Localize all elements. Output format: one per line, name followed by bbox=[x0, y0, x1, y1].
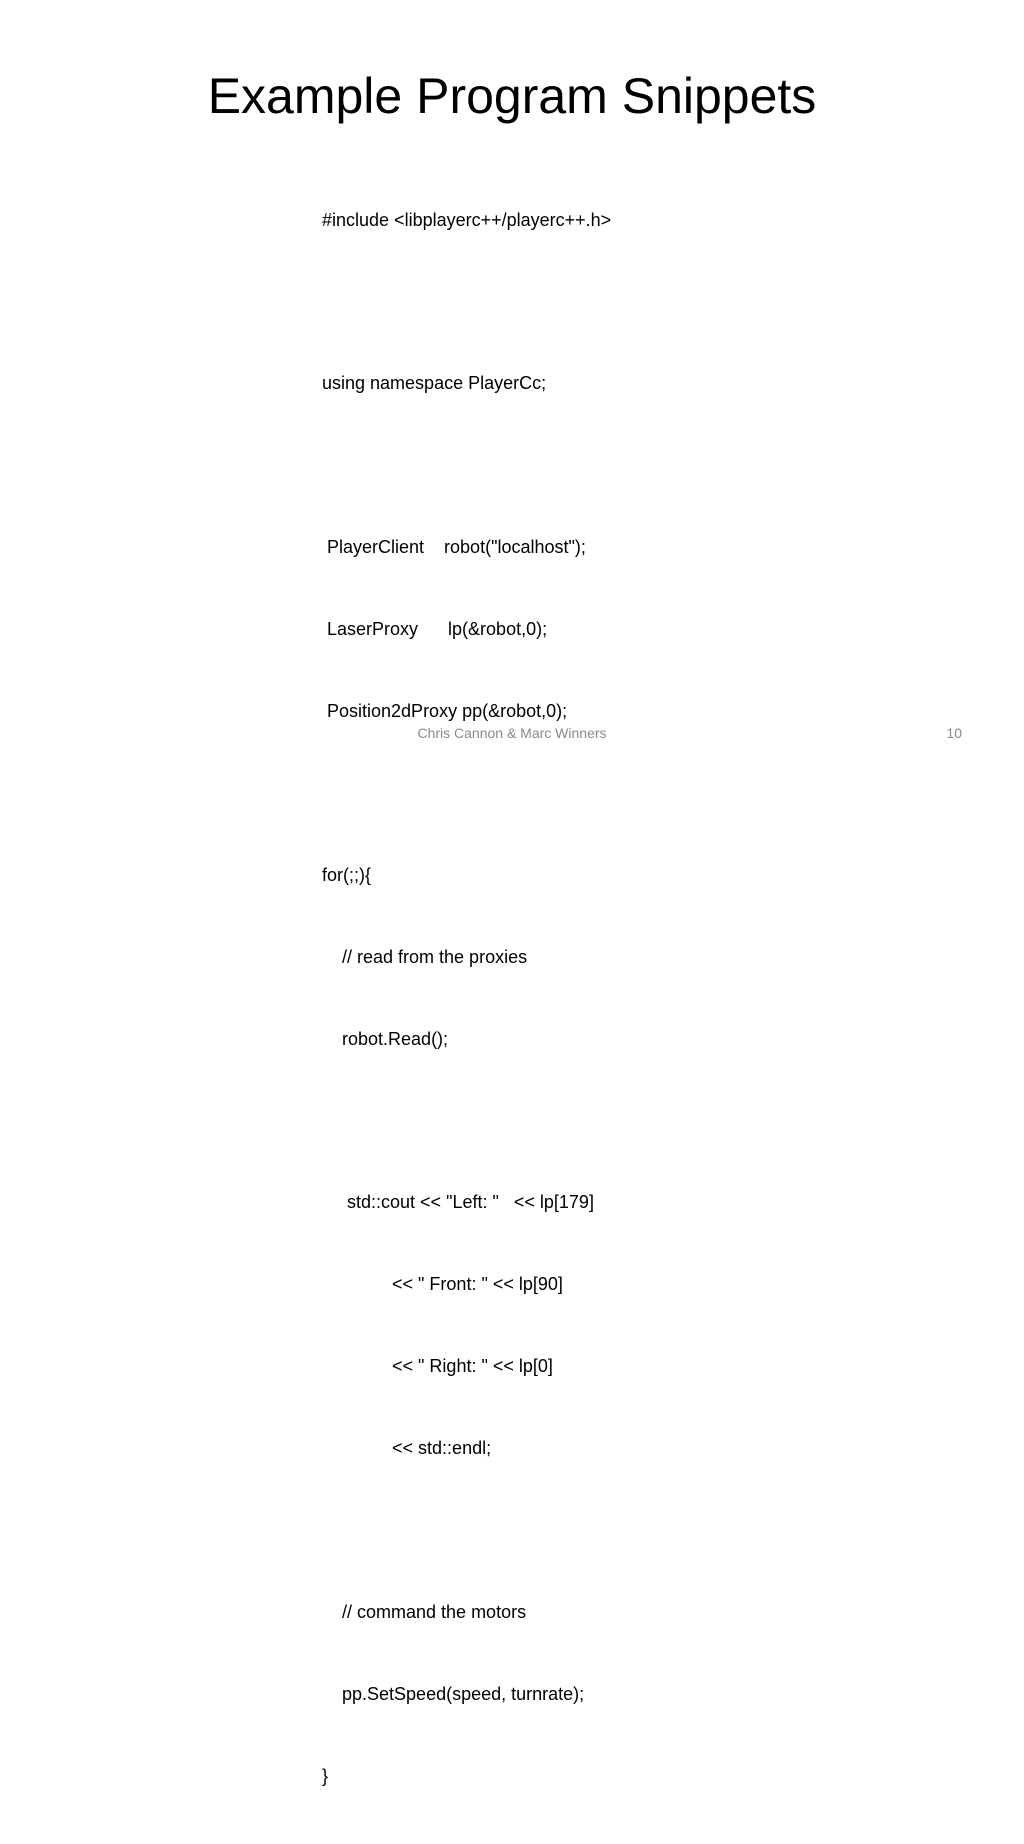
code-line: << std::endl; bbox=[322, 1437, 492, 1458]
code-line bbox=[322, 452, 922, 479]
code-line bbox=[322, 288, 922, 315]
code-line bbox=[322, 1107, 922, 1134]
code-line: for(;;){ bbox=[322, 864, 372, 885]
code-snippet bbox=[322, 152, 922, 1844]
code-line: PlayerClient robot("localhost"); bbox=[322, 537, 586, 558]
code-line: << " Right: " << lp[0] bbox=[322, 1356, 553, 1377]
code-line: std::cout << "Left: " << lp[179] bbox=[322, 1192, 594, 1213]
code-line: Position2dProxy pp(&robot,0); bbox=[322, 700, 568, 721]
code-line: #include <libplayerc++/playerc++.h> bbox=[322, 209, 612, 230]
code-line: } bbox=[322, 1765, 329, 1786]
code-line: // command the motors bbox=[322, 1601, 527, 1622]
code-line: << " Front: " << lp[90] bbox=[322, 1274, 563, 1295]
code-line: pp.SetSpeed(speed, turnrate); bbox=[322, 1683, 585, 1704]
footer-authors: Chris Cannon & Marc Winners bbox=[417, 725, 607, 741]
code-line: robot.Read(); bbox=[322, 1028, 449, 1049]
slide-title: Example Program Snippets bbox=[207, 68, 817, 124]
code-line bbox=[322, 780, 922, 807]
code-line: using namespace PlayerCc; bbox=[322, 373, 547, 394]
code-line: // read from the proxies bbox=[322, 946, 528, 967]
code-line bbox=[322, 1517, 922, 1544]
code-line: LaserProxy lp(&robot,0); bbox=[322, 619, 548, 640]
page-number: 10 bbox=[946, 725, 962, 741]
